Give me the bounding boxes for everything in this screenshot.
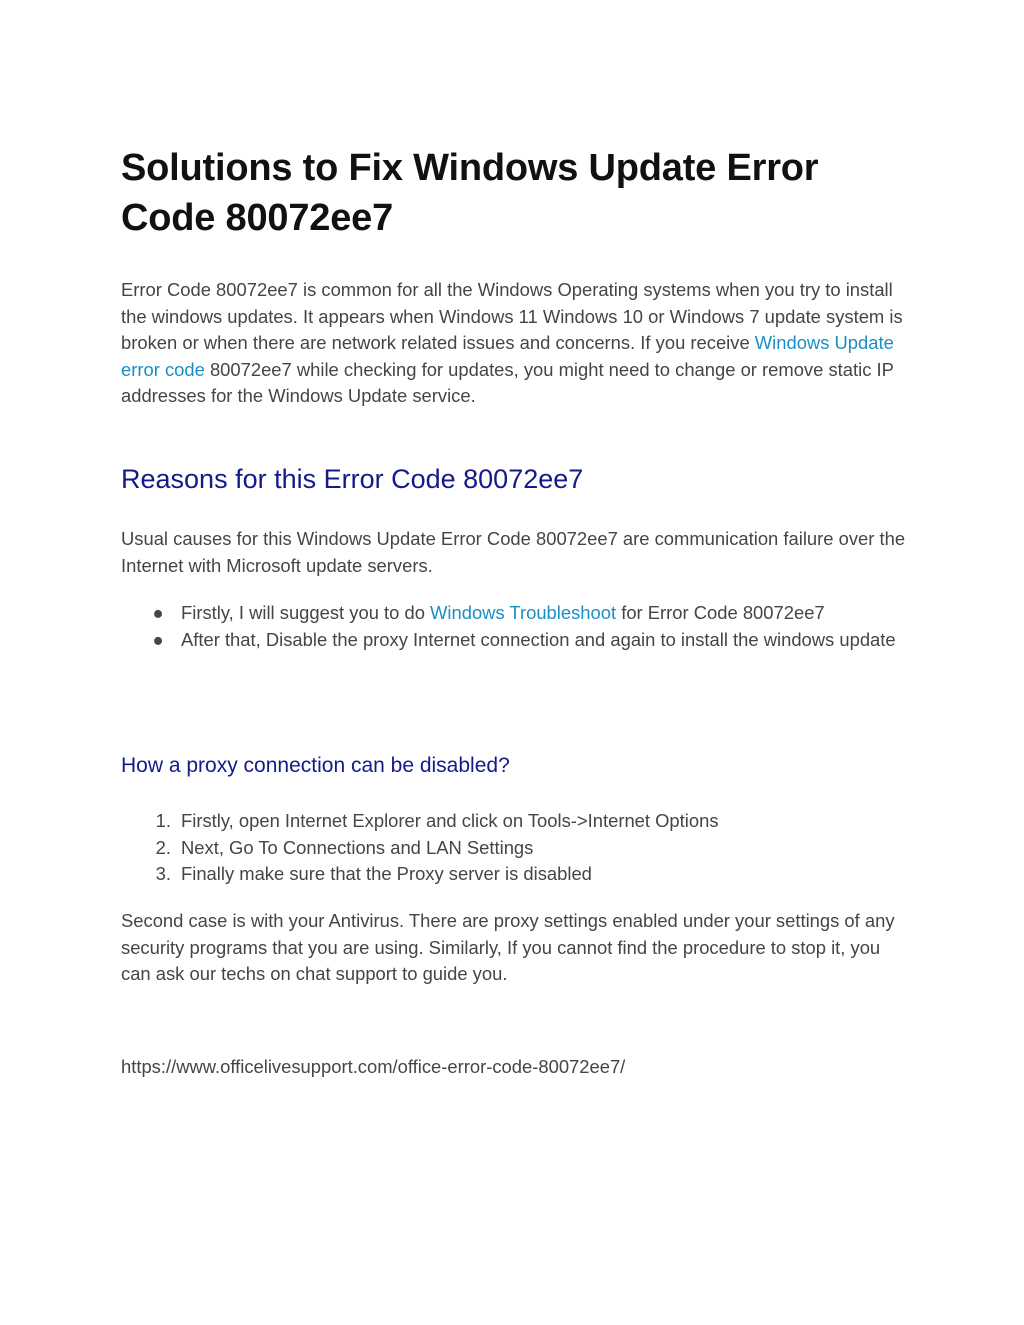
reasons-heading: Reasons for this Error Code 80072ee7 xyxy=(121,464,584,494)
step-number: 2. xyxy=(155,836,171,858)
step-text: Finally make sure that the Proxy server is disabled xyxy=(181,863,592,884)
bullet-text-after-link: for Error Code 80072ee7 xyxy=(616,602,825,623)
step-number: 1. xyxy=(155,810,171,831)
step-number: 3. xyxy=(155,863,171,884)
proxy-heading: How a proxy connection can be disabled? xyxy=(121,754,510,777)
windows-troubleshoot-link[interactable]: Windows Troubleshoot xyxy=(430,602,617,623)
source-url: https://www.officelivesupport.com/office-error-code-80072ee7/ xyxy=(121,1056,626,1077)
page-title: Solutions to Fix Windows Update Error Code 80072ee7 xyxy=(121,147,819,239)
step-text: Firstly, open Internet Explorer and click on Tools->Internet Options xyxy=(181,810,719,831)
reasons-bullet-list xyxy=(121,600,911,653)
list-item xyxy=(121,861,911,888)
intro-text-before-link: Error Code 80072ee7 is common for all the Windows Operating systems when you try to install the windows updates. It appears when Windows 11 Windows 10 or Windows 7 update system is broken or when there are network related issues and concerns. If you receive xyxy=(121,279,903,353)
bullet-text: After that, Disable the proxy Internet connection and again to install the windows update xyxy=(181,628,896,650)
bullet-text-before-link: Firstly, I will suggest you to do xyxy=(181,602,431,623)
list-item xyxy=(121,600,911,627)
intro-paragraph xyxy=(121,277,911,410)
list-item xyxy=(121,835,911,862)
list-item xyxy=(121,627,911,654)
step-text: Next, Go To Connections and LAN Settings xyxy=(181,836,534,858)
proxy-steps-list xyxy=(121,808,911,888)
windows-update-error-code-link[interactable]: Windows Update error code xyxy=(121,332,894,380)
closing-paragraph: Second case is with your Antivirus. There are proxy settings enabled under your settings of any security programs that you are using. Similarly, If you cannot find the procedure to stop it, you can ask our techs on chat support to guide you. xyxy=(121,910,895,984)
intro-text-after-link: 80072ee7 while checking for updates, you might need to change or remove static IP addresses for the Windows Update service. xyxy=(121,358,894,406)
list-item xyxy=(121,808,911,835)
reasons-paragraph: Usual causes for this Windows Update Error Code 80072ee7 are communication failure over the Internet with Microsoft update servers. xyxy=(121,528,906,576)
bullet-icon: ● xyxy=(152,602,164,623)
bullet-icon: ● xyxy=(152,628,164,650)
